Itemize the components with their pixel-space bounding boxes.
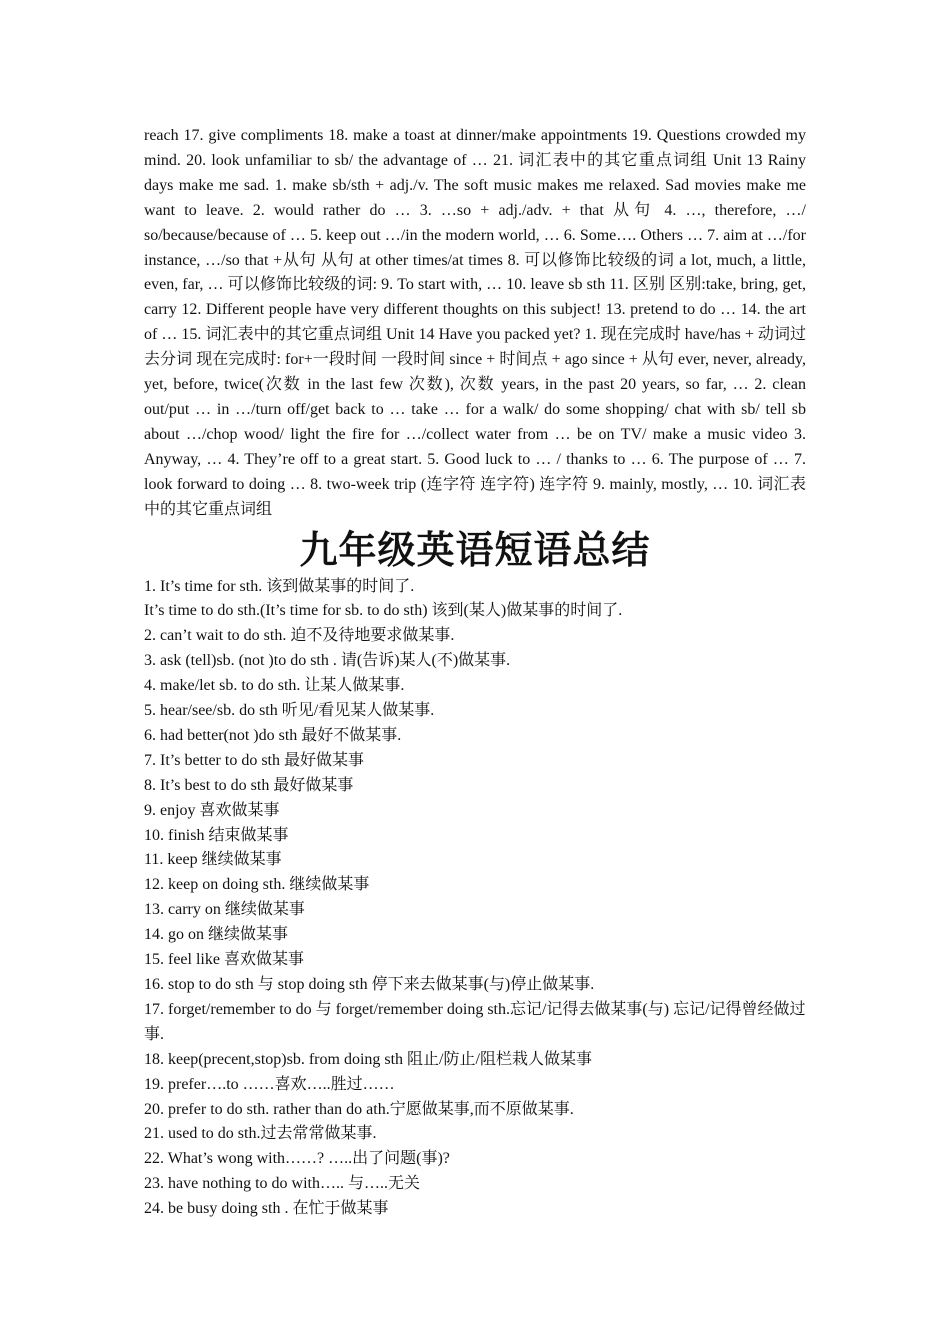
list-item: 24. be busy doing sth . 在忙于做某事 — [144, 1200, 389, 1218]
list-item: 6. had better(not )do sth 最好不做某事. — [144, 726, 402, 744]
list-item: 17. forget/remember to do 与 forget/remember doing sth.忘记/记得去做某事(与) 忘记/记得曾经做过事. — [144, 1000, 806, 1043]
list-item: 11. keep 继续做某事 — [144, 851, 282, 869]
document-page — [144, 124, 806, 1222]
list-item: 15. feel like 喜欢做某事 — [144, 951, 304, 969]
list-item: 10. finish 结束做某事 — [144, 826, 289, 844]
list-item: 21. used to do sth.过去常常做某事. — [144, 1125, 377, 1143]
list-item: 4. make/let sb. to do sth. 让某人做某事. — [144, 677, 405, 695]
list-item: 20. prefer to do sth. rather than do ath.宁愿做某事,而不原做某事. — [144, 1100, 574, 1118]
list-item: 2. can’t wait to do sth. 迫不及待地要求做某事. — [144, 627, 455, 645]
list-item: 16. stop to do sth 与 stop doing sth 停下来去做某事(与)停止做某事. — [144, 976, 595, 993]
list-item: 14. go on 继续做某事 — [144, 926, 289, 944]
list-item: 7. It’s better to do sth 最好做某事 — [144, 751, 364, 769]
list-item: 5. hear/see/sb. do sth 听见/看见某人做某事. — [144, 702, 435, 720]
list-item: 22. What’s wong with……? …..出了问题(事)? — [144, 1150, 450, 1168]
list-item: 3. ask (tell)sb. (not )to do sth . 请(告诉)某人(不)做某事. — [144, 652, 511, 670]
list-item: 1. It’s time for sth. 该到做某事的时间了. — [144, 577, 415, 595]
list-item: 13. carry on 继续做某事 — [144, 901, 305, 919]
list-item: 18. keep(precent,stop)sb. from doing sth 阻止/防止/阻栏栽人做某事 — [144, 1050, 592, 1068]
list-item: It’s time to do sth.(It’s time for sb. to do sth) 该到(某人)做某事的时间了. — [144, 602, 623, 620]
list-item: 19. prefer….to ……喜欢…..胜过…… — [144, 1075, 395, 1093]
list-item: 23. have nothing to do with….. 与…..无关 — [144, 1175, 420, 1193]
page-title: 九年级英语短语总结 — [299, 527, 651, 572]
list-item: 9. enjoy 喜欢做某事 — [144, 801, 280, 819]
phrase-list — [144, 575, 806, 1223]
list-item: 8. It’s best to do sth 最好做某事 — [144, 776, 354, 794]
intro-paragraph: reach 17. give compliments 18. make a toast at dinner/make appointments 19. Questions crowded my mind. 20. look unfamiliar to sb/ the advantage of … 21. 词汇表中的其它重点词组 Unit 13 Rainy days make me sad. 1. make sb/sth + adj./v. The soft music makes me relaxed. Sad movies make me want to leave. 2. would rather do … 3. …so + adj./adv. + that 从句 4. …, therefore, …/ so/because/because of … 5. keep out …/in the modern world, … 6. Some…. Others … 7. aim at …/for instance, …/so that +从句 从句 at other times/at times 8. 可以修饰比较级的词 a lot, much, a little, even, far, … 可以修饰比较级的词: 9. To start with, … 10. leave sb sth 11. 区别 区别:take, bring, get, carry 12. Different people have very different thoughts on this subject! 13. pretend to do … 14. the art of … 15. 词汇表中的其它重点词组 Unit 14 Have you packed yet? 1. 现在完成时 have/has + 动词过去分词 现在完成时: for+一段时间 一段时间 since + 时间点 + ago since + 从句 ever, never, already, yet, before, twice(次数 in the last few 次数), 次数 years, in the past 20 years, so far, … 2. clean out/put … in …/turn off/get back to … take … for a walk/ do some shopping/ chat with sb/ tell sb about …/chop wood/ light the fire for …/collect water from … be on TV/ make a music video 3. Anyway, … 4. They’re off to a great start. 5. Good luck to … / thanks to … 6. The purpose of … 7. look forward to doing … 8. two-week trip (连字符 连字符) 连字符 9. mainly, mostly, … 10. 词汇表中的其它重点词组 — [144, 127, 806, 518]
list-item: 12. keep on doing sth. 继续做某事 — [144, 876, 370, 894]
